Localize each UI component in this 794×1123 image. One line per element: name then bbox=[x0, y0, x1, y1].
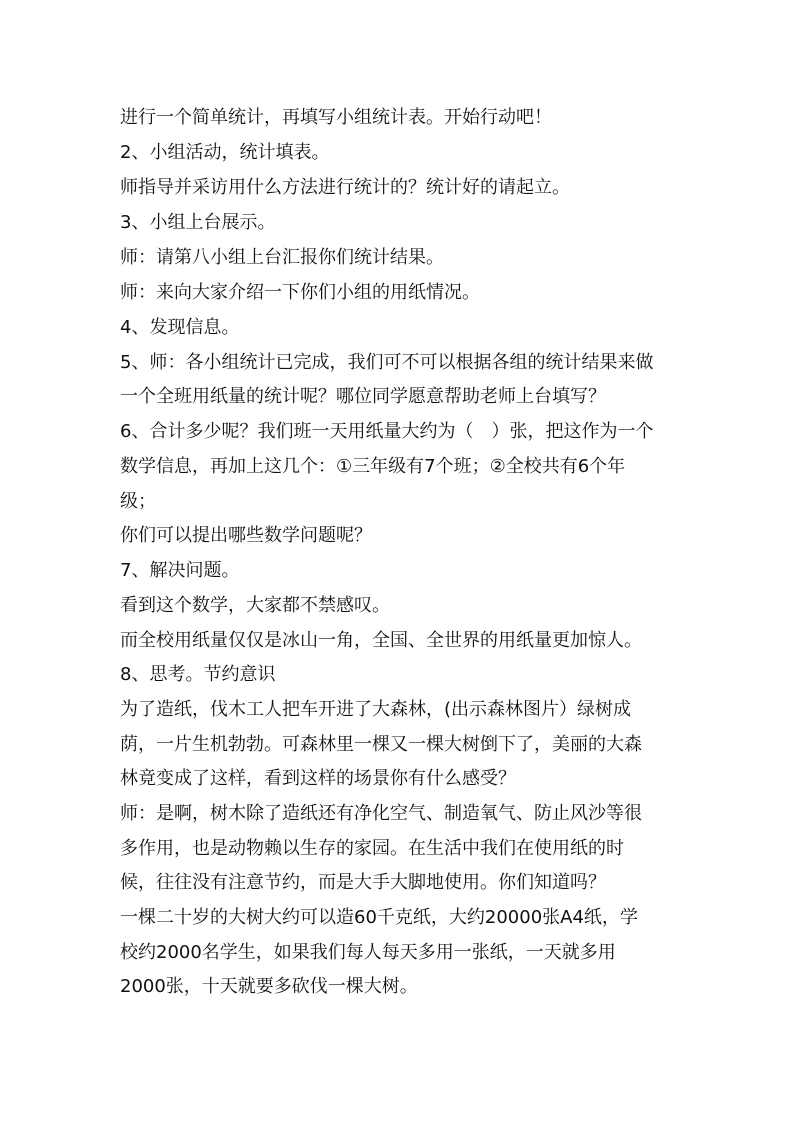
text-line: 师指导并采访用什么方法进行统计的？统计好的请起立。 bbox=[120, 177, 570, 198]
text-line: 级； bbox=[120, 491, 156, 512]
text-line: 你们可以提出哪些数学问题呢？ bbox=[120, 525, 372, 546]
text-line: 2、小组活动，统计填表。 bbox=[120, 142, 330, 163]
text-line: 林竟变成了这样，看到这样的场景你有什么感受？ bbox=[120, 768, 516, 789]
text-line: 师：是啊，树木除了造纸还有净化空气、制造氧气、防止风沙等很 bbox=[120, 803, 642, 824]
text-line: 一棵二十岁的大树大约可以造60千克纸，大约20000张A4纸，学 bbox=[120, 907, 638, 928]
text-line: 师：请第八小组上台汇报你们统计结果。 bbox=[120, 247, 444, 268]
text-line: 4、发现信息。 bbox=[120, 317, 240, 338]
text-line: 而全校用纸量仅仅是冰山一角，全国、全世界的用纸量更加惊人。 bbox=[120, 630, 642, 651]
text-line: 5、师：各小组统计已完成，我们可不可以根据各组的统计结果来做 bbox=[120, 352, 654, 373]
text-line: 校约2000名学生，如果我们每人每天多用一张纸，一天就多用 bbox=[120, 942, 616, 963]
text-line: 7、解决问题。 bbox=[120, 560, 240, 581]
text-line: 2000张，十天就要多砍伐一棵大树。 bbox=[120, 976, 418, 997]
text-line: 数学信息，再加上这几个：①三年级有7个班；②全校共有6个年 bbox=[120, 456, 626, 477]
text-line: 8、思考。节约意识 bbox=[120, 664, 276, 685]
text-line: 6、合计多少呢？我们班一天用纸量大约为（ ）张，把这作为一个 bbox=[120, 421, 654, 442]
text-line: 进行一个简单统计，再填写小组统计表。开始行动吧！ bbox=[120, 107, 552, 128]
text-line: 为了造纸，伐木工人把车开进了大森林，(出示森林图片）绿树成 bbox=[120, 699, 632, 720]
text-line: 多作用，也是动物赖以生存的家园。在生活中我们在使用纸的时 bbox=[120, 838, 624, 859]
text-line: 看到这个数学，大家都不禁感叹。 bbox=[120, 595, 390, 616]
text-line: 师：来向大家介绍一下你们小组的用纸情况。 bbox=[120, 282, 480, 303]
text-line: 荫，一片生机勃勃。可森林里一棵又一棵大树倒下了，美丽的大森 bbox=[120, 734, 642, 755]
text-line: 3、小组上台展示。 bbox=[120, 212, 276, 233]
text-line: 候，往往没有注意节约，而是大手大脚地使用。你们知道吗？ bbox=[120, 872, 606, 893]
text-line: 一个全班用纸量的统计呢？哪位同学愿意帮助老师上台填写？ bbox=[120, 386, 606, 407]
